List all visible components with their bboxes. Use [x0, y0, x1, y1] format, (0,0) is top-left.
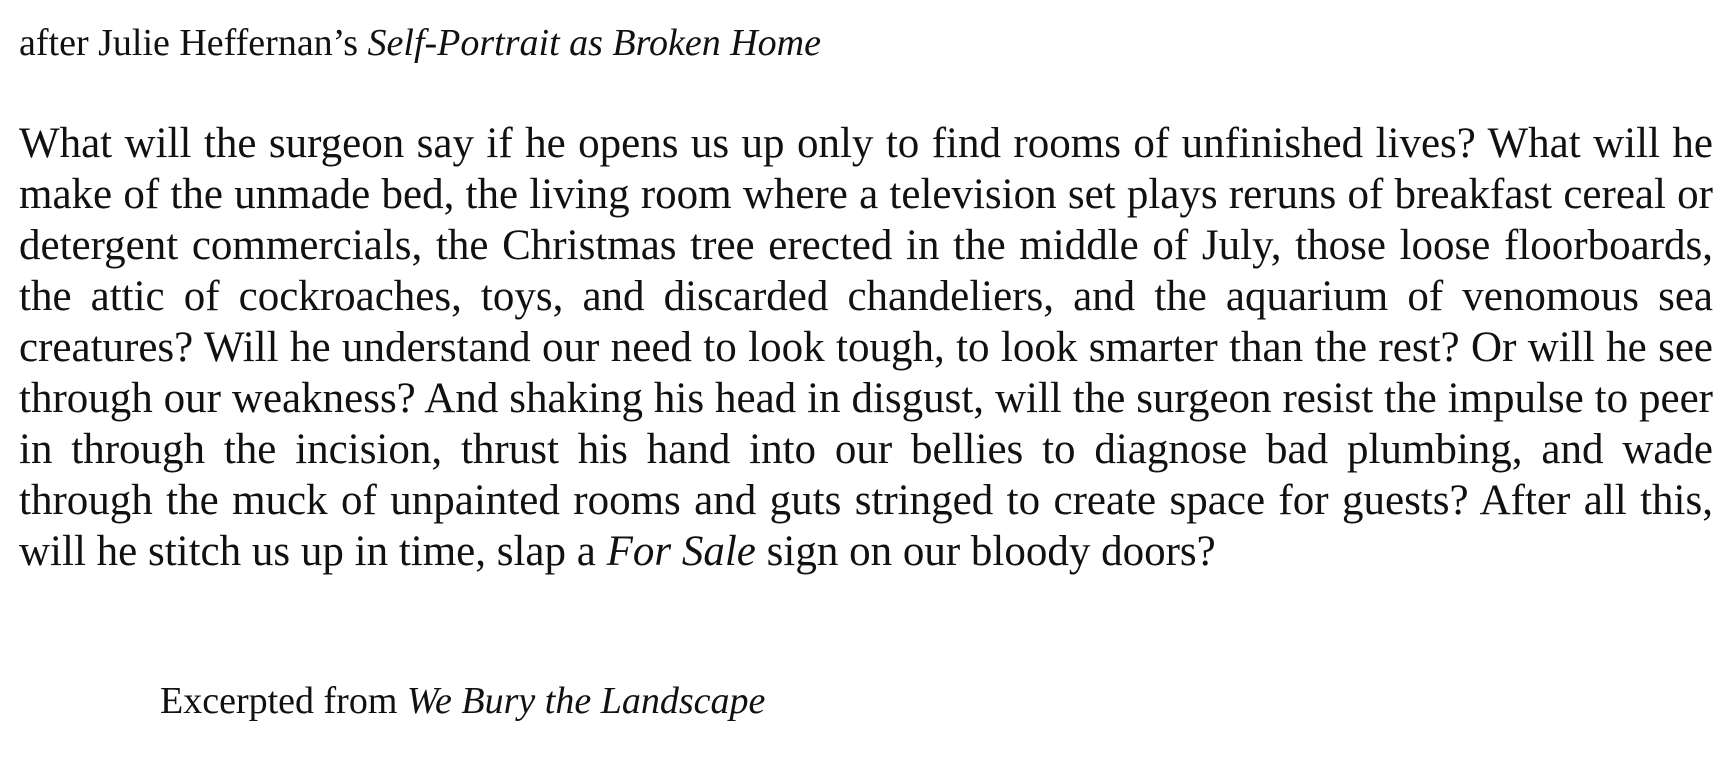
- epigraph-title: Self-Portrait as Broken Home: [367, 22, 821, 64]
- prose-poem: [19, 118, 1713, 577]
- excerpt-credit: [160, 678, 765, 724]
- credit-book-title: We Bury the Landscape: [406, 680, 766, 722]
- epigraph: [19, 20, 1719, 66]
- credit-prefix: Excerpted from: [160, 680, 407, 722]
- poem-text-after: sign on our bloody doors?: [755, 528, 1216, 575]
- epigraph-prefix: after Julie Heffernan’s: [19, 22, 368, 64]
- poem-text-before: What will the surgeon say if he opens us up only to find rooms of unfinished lives? What will he make of the unmade bed, the living room where a television set plays reruns of breakfast cereal or detergent commercials, the Christmas tree erected in the middle of July, those loose floorboards, the attic of cockroaches, toys, and discarded chandeliers, and the aquarium of venomous sea creatures? Will he understand our need to look tough, to look smarter than the rest? Or will he see through our weakness? And shaking his head in disgust, will the surgeon resist the impulse to peer in through the incision, thrust his hand into our bellies to diagnose bad plumbing, and wade through the muck of unpainted rooms and guts stringed to create space for guests? After all this, will he stitch us up in time, slap a: [19, 120, 1713, 575]
- poem-italic-for-sale: For Sale: [606, 528, 756, 575]
